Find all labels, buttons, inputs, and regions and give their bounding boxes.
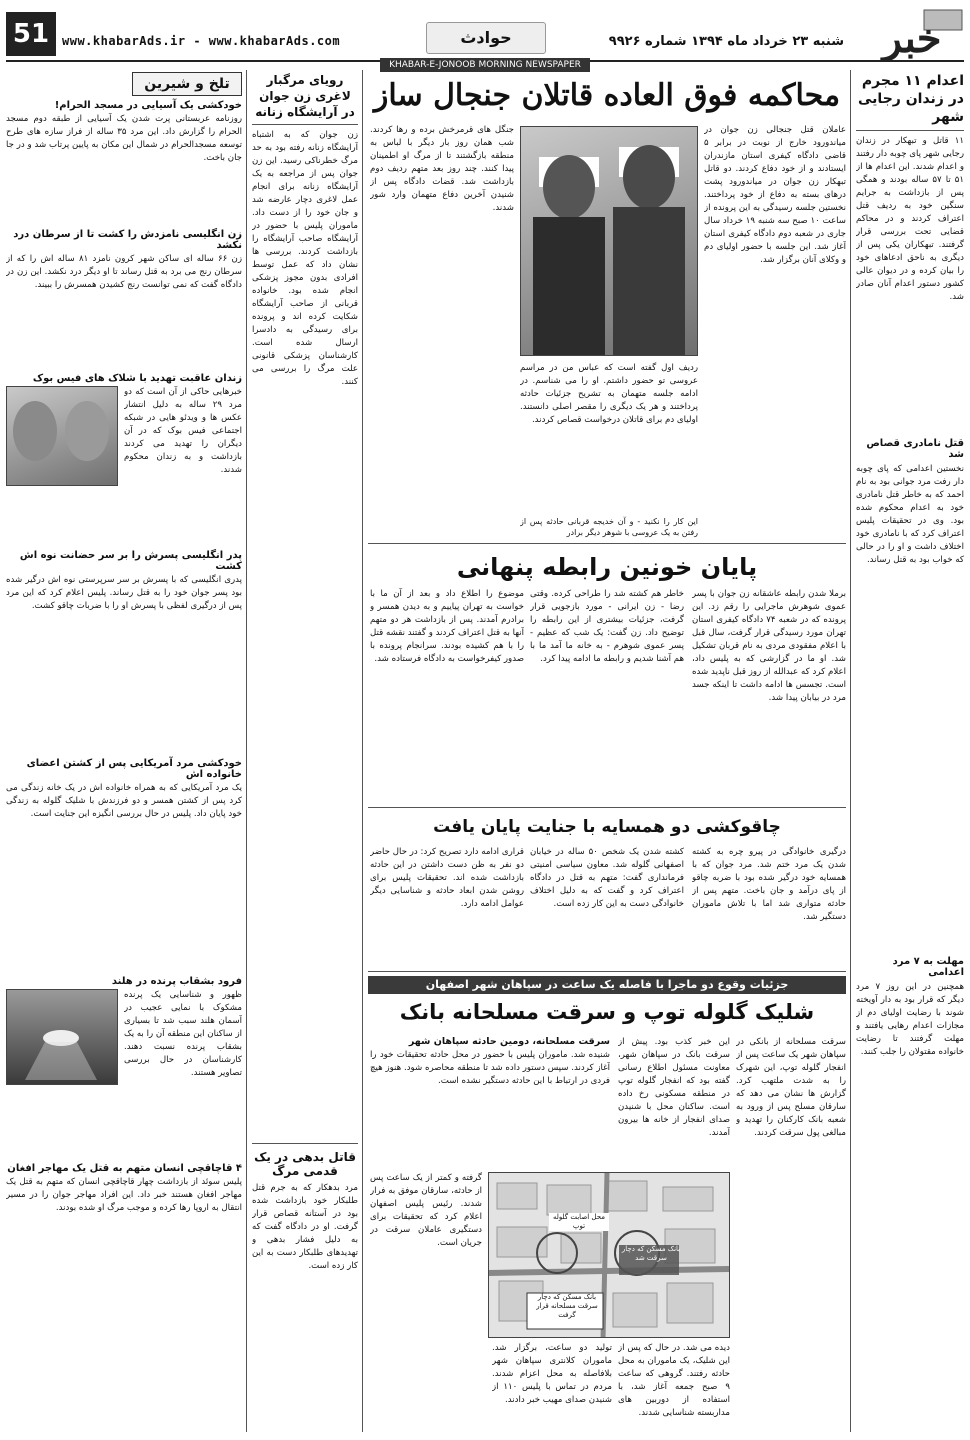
- story4-col6: گرفته و کمتر از یک ساعت پس از حادثه، سارقان موفق به فرار شدند. رئیس پلیس اصفهان اعلام کرد که تحقیقات برای دستگیری عاملان سرقت در جریان است.: [370, 1173, 482, 1248]
- story4-sub: سرقت مسلحانه، دومین حادثه سپاهان شهر: [408, 1036, 610, 1047]
- left-b5: یک مرد آمریکایی که به همراه خانواده اش در یک خانه زندگی می کرد پس از کشتن همسر و دو فرزندش با شلیک گلوله به زندگی خود پایان داد. پلیس در حال بررسی انگیزه این جنایت است.: [6, 783, 242, 819]
- story2-headline: پایان خونین رابطه پنهانی: [456, 553, 758, 581]
- left-h2: زن انگلیسی نامزدش را کشت تا از سرطان درد نکشد: [13, 229, 242, 251]
- left-h6: فرود بشقاب پرنده در هلند: [111, 976, 242, 987]
- suspects-photo: [520, 126, 698, 356]
- map-photo: [488, 1172, 730, 1338]
- section-title: حوادث: [426, 22, 546, 54]
- left-b6: ظهور و شناسایی یک پرنده مشکوک با نمایی عجیب در آسمان هلند سبب شد تا بسیاری از ساکنان این منطقه آن را به یک بشقاب پرنده نسبت دهند. کارشناسان در حال بررسی تصاویر هستند.: [124, 990, 242, 1078]
- story-knife-fight: [368, 812, 846, 972]
- lead-story: [368, 74, 846, 544]
- left-h3: زندان عاقبت تهدید با شلاک های فیس بوک: [32, 373, 242, 384]
- story4-col5: تولید دو ساعت، برگزار شد. ماموران کلانتری سپاهان شهر بلافاصله به محل اعزام شدند. مردم در تماس با پلیس ۱۱۰ از شنیدن صدای مهیب خبر دادند.: [492, 1343, 612, 1405]
- left-story3: [6, 386, 242, 546]
- story3-headline: چاقوکشی دو همسایه با جنایت پایان یافت: [433, 817, 781, 837]
- page-number: 51: [6, 12, 56, 56]
- lead-headline: محاکمه فوق العاده قاتلان جنجال ساز: [373, 78, 841, 113]
- story4-headline: شلیک گلوله توپ و سرقت مسلحانه بانک: [399, 1000, 815, 1024]
- column-divider: [362, 70, 363, 1432]
- mid-headline: رویای مرگبار لاغری زن جوان در آرایشگاه زنانه: [252, 72, 358, 125]
- story-hidden-relation: [368, 550, 846, 808]
- left-h7: ۴ قاچاقچی انسان متهم به قتل یک مهاجر افغان: [7, 1163, 242, 1174]
- story3-col2: کشته شدن یک شخص ۵۰ ساله در خیابان اصفهانی گلوله شد. معاون سیاسی امنیتی فرمانداری گفت: متهم به قتل در دادگاه اعتراف کرد و گفت که به دلیل اختلاف خانوادگی دست به این کار زده است.: [530, 847, 684, 909]
- left-b4: پدری انگلیسی که با پسرش بر سر سرپرستی نوه اش درگیر شده بود پسر جوان خود را به قتل رساند. پلیس اعلام کرد که این مرد پس از درگیری لفظی با پسرش او را با ضربات چاقو کشت.: [6, 575, 242, 611]
- story4-col2: این خبر کذب بود. پیش از سرقت بانک در سپاهان شهر، معاونت مسئول اطلاع رسانی گفته بود که انفجار گلوله توپ در منطقه مسکونی رخ داده است. ساکنان محل با شنیدن صدای انفجار از خانه ها بیرون آمدند.: [618, 1037, 730, 1138]
- right-headline: اعدام ۱۱ مجرم در زندان رجایی شهر: [856, 72, 964, 131]
- left-b7: پلیس سوئد از بازداشت چهار قاچاقچی انسان که متهم به قتل یک مهاجر افغان هستند خبر داد. این افراد مهاجر جوان را در مسیر انتقال به اروپا رها کرده و موجب مرگ او شده بودند.: [6, 1177, 242, 1213]
- right-body2: نخستین اعدامی که پای چوبه دار رفت مرد جوانی بود به نام احمد که به خاطر قتل نامادری خود به اعدام محکوم شده بود. وی در تحقیقات پلیس اعتراف کرد که با نامادری خود اختلاف داشت و او را در حالی که خواب بود به قتل رساند.: [856, 464, 964, 565]
- column-divider: [246, 70, 247, 1432]
- masthead: [6, 6, 964, 62]
- right-body1: ۱۱ قاتل و تبهکار در زندان رجایی شهر پای چوبه دار رفتند و اعدام شدند. این اعدام ها از ۵۱ تا ۵۷ ساله بودند و همگی پس از بازداشت به جرایم سنگین خود به ردیف قتل اعتراف کردند و در محاکم قضایی تحت بررسی قرار گرفتند. تبهکاران یکی پس از دیگری به ناحق ادعاهای خود را بیان کرده و در دیوان عالی کشور دستور اعدام آنان صادر شد.: [856, 136, 964, 302]
- lead-caption: این کار را نکنید - و آن خدیجه قربانی حادثه پس از رفتن به یک عروسی با شوهر دیگر برادر: [520, 517, 698, 537]
- right-column: [856, 72, 964, 1432]
- mid-body: زن جوان که به اشتباه آرایشگاه زنانه رفته بود به حد مرگ خطرناکی رسید. این زن جوان پس از مراجعه به یک آرایشگاه زنانه برای انجام عمل لاغری دچار عارضه شد و جان خود را از دست داد. ماموران پلیس با حضور در آرایشگاه صاحب آرایشگاه را بازداشت کردند. بررسی ها نشان داد که عمل توسط افرادی بدون مجوز پزشکی انجام شده بود. خانواده قربانی از صاحب آرایشگاه شکایت کرده اند و پرونده برای رسیدگی به دادسرا ارسال شده است. کارشناسان پزشکی قانونی علت مرگ را بررسی می کنند.: [252, 130, 358, 387]
- story2-col1: برملا شدن رابطه عاشقانه زن جوان با پسر عموی شوهرش ماجرایی را رقم زد. این پرونده که در شعبه ۷۴ دادگاه کیفری استان تهران مورد رسیدگی قرار گرفت، سال قبل با اعلام مفقودی مردی به نام قربان تشکیل شد. او ما در گزارشی که به پلیس داد، اعلام کرد که عبدالله از روز قبل ناپدید شده است. تجسس ها ادامه داشت تا اینکه جسد مرد در بیابان پیدا شد.: [692, 589, 846, 703]
- right-sub2: مهلت به ۷ مرد اعدامی: [892, 956, 964, 978]
- left-b3: خبرهایی حاکی از آن است که دو مرد ۲۹ ساله به دلیل انتشار عکس ها و ویدئو هایی در شبکه اجتماعی فیس بوک که در آن دیگران را تهدید می کردند بازداشت و به زندان محکوم شدند.: [124, 387, 242, 475]
- lead-col3: جنگل های قرمرخش برده و رها کردند. شب همان روز بار دیگر با لباس به منطقه بازگشتند تا از مرگ او اطمینان پیدا کنند. چند روز بعد متهم ردیف دوم بازداشت شد. قضات دادگاه پس از شنیدن آخرین دفاع متهمان وارد شور شدند.: [370, 125, 514, 213]
- right-body3: همچنین در این روز ۷ مرد دیگر که قرار بود به دار آویخته شوند با رضایت اولیای دم از مجازات اعدام رهایی یافتند و مهلت گرفتند تا رضایت خانواده مقتولان را جلب کنند.: [856, 982, 964, 1057]
- column-divider: [850, 70, 851, 1432]
- story3-col3: قراری ادامه دارد تصریح کرد: در حال حاضر دو نفر به ظن دست داشتن در این حادثه بازداشت شده اند. تحقیقات پلیس برای روشن شدن ابعاد حادثه و شناسایی دیگر عوامل ادامه دارد.: [370, 847, 524, 909]
- story4-col3-wrap: [370, 1036, 610, 1166]
- left-h4: پدر انگلیسی پسرش را بر سر حضانت نوه اش کشت: [19, 550, 242, 572]
- left-h5: خودکشی مرد آمریکایی پس از کشتن اعضای خانواده اش: [26, 758, 242, 780]
- facebook-suspects-photo: [6, 386, 118, 486]
- site-urls[interactable]: www.khabarAds.ir - www.khabarAds.com: [62, 34, 341, 48]
- ufo-photo: [6, 989, 118, 1085]
- mid-headline2: قاتل بدهی در یک قدمی مرگ: [252, 1143, 358, 1178]
- english-name: KHABAR-E-JONOOB MORNING NEWSPAPER: [380, 58, 590, 72]
- map-label-2: محل اصابت گلوله توپ: [549, 1213, 609, 1231]
- middle-column: [252, 72, 358, 1432]
- mid-body2: مرد بدهکار که به جرم قتل طلبکار خود بازداشت شده بود در آستانه قصاص قرار گرفت. او در دادگاه گفت که به دلیل فشار بدهی و تهدیدهای طلبکار دست به این کار زده است.: [252, 1183, 358, 1271]
- map-label-3: بانک مسکن که دچار سرقت مسلحانه قرار گرفت: [536, 1293, 598, 1319]
- newspaper-logo: [854, 6, 964, 62]
- issue-date: شنبه ۲۳ خرداد ماه ۱۳۹۴ شماره ۹۹۲۶: [608, 34, 844, 49]
- story-bank-robbery: [368, 976, 846, 1432]
- left-h1: خودکشی یک آسیایی در مسجد الحرام!: [54, 100, 242, 111]
- story4-col4: دیده می شد. در حال که پس از این شلیک، یک ماموران به محل حادثه رفتند. گروهی که ساعت ۹ صبح جمعه آغاز شد، با استفاده از دوربین های مداربسته شناسایی شدند.: [618, 1343, 730, 1418]
- map-label-1: بانک مسکن که دچار سرقت شد: [621, 1245, 681, 1262]
- left-b2: زن ۶۶ ساله ای ساکن شهر کرون نامزد ۸۱ ساله اش را که از سرطان رنج می برد به قتل رساند تا او دیگر درد نکشد. این زن در دادگاه گفت که نمی توانست رنج کشیدن همسرش را ببیند.: [6, 254, 242, 290]
- left-box-title: تلخ و شیرین: [132, 72, 242, 96]
- right-sub1: قتل نامادری قصاص شد: [866, 438, 964, 460]
- lead-col2: ردیف اول گفته است که عباس من در مراسم عروسی تو حضور داشتم. او را می شناسم. در ادامه جلسه متهمان به تشریح جزئیات حادثه پرداختند و هر یک دیگری را مقصر اصلی دانستند. اولیای دم برای قاتلان درخواست قصاص کردند.: [520, 363, 698, 425]
- left-column: [6, 72, 242, 1432]
- story4-col3: شنیده شد. ماموران پلیس با حضور در محل حادثه تحقیقات خود را آغاز کردند. سپس دستور داده شد تا منطقه محاصره شود. هنوز هیچ فردی در ارتباط با این حادثه دستگیر نشده است.: [370, 1050, 610, 1086]
- left-b1: روزنامه عربستانی پرت شدن یک آسیایی از طبقه دوم مسجد الحرام را گزارش داد. این مرد ۳۵ ساله از فراز سازه های طرح توسعه مسجدالحرام در شمال این مکان به پایین پرتاب شد و در جا جان باخت.: [6, 114, 242, 163]
- lead-col1: عاملان قتل جنجالی زن جوان در میاندورود خارج از نوبت در برابر ۵ قاضی دادگاه کیفری استان مازندران ایستادند و از خود دفاع کردند. دو قاتل تبهکار زن جوان در میاندورود پشت درهای بسته به دفاع از خود پرداختند. نخستین جلسه رسیدگی به این پرونده از ساعت ۱۰ صبح سه شنبه ۱۹ خرداد سال جاری در شعبه دوم دادگاه کیفری استان آغاز شد. این جلسه با حضور اولیای دم و وکلای آنان برگزار شد.: [704, 125, 846, 265]
- story2-col2: خاطر هم کشته شد را طراحی کرده. وقتی رضا - زن ایرانی - مورد بازجویی قرار گرفت، جزئیات بیشتری از این رابطه را توضیح داد. زن گفت: یک شب که عظیم - پسر عموی شوهرم - به خانه ما آمد ما با هم آشنا شدیم و رابطه ما ادامه پیدا کرد.: [530, 589, 684, 664]
- story2-col3: موضوع را اطلاع داد و بعد از آن ما با خواست به تهران پیاییم و به دیدن همسر و برادرم آمدند. پس از بازداشت هر دو متهم آنها به قتل اعتراف کردند و گفتند نقشه قتل را با هم کشیده بودند. سرانجام پرونده با صدور کیفرخواست به دادگاه فرستاده شد.: [370, 589, 524, 664]
- logo-text: خبر: [882, 15, 942, 62]
- story4-col1: سرقت مسلحانه از بانکی در سپاهان شهر یک ساعت پس از انفجار گلوله توپ، این شهرک را به شدت ملتهب کرد. گزارش ها نشان می دهد که سارقان مسلح پس از ورود به شعبه بانک کارکنان را تهدید و مبالغی پول سرقت کردند.: [736, 1037, 846, 1138]
- story4-kicker: جزئیات وقوع دو ماجرا با فاصله یک ساعت در سپاهان شهر اصفهان: [368, 976, 846, 994]
- story3-col1: درگیری خانوادگی در پیرو چره به کشته شدن یک مرد ختم شد. مرد جوان که با همسایه خود درگیر شده بود با ضربه چاقو از پای درآمد و جان باخت. متهم پس از حادثه متواری شد اما با تلاش ماموران دستگیر شد.: [692, 847, 846, 922]
- left-story6: [6, 989, 242, 1159]
